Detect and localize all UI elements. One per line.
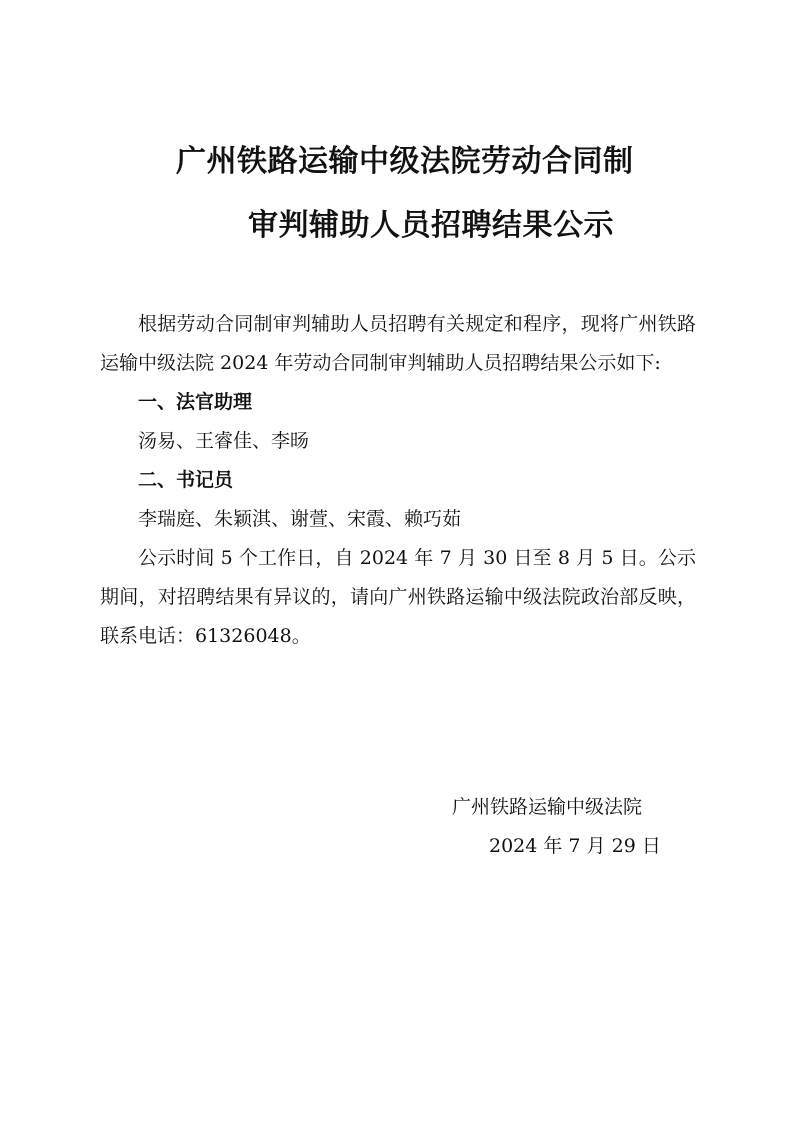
section-heading-judge-assistant: 一、法官助理 [138,391,253,413]
signature-organization: 广州铁路运输中级法院 [452,796,643,818]
notice-paragraph: 公示时间 5 个工作日，自 2024 年 7 月 30 日至 8 月 5 日。公示期间，对招聘结果有异议的，请向广州铁路运输中级法院政治部反映，联系电话：61326048。 [100,547,696,647]
intro-paragraph: 根据劳动合同制审判辅助人员招聘有关规定和程序，现将广州铁路运输中级法院 2024 年劳动合同制审判辅助人员招聘结果公示如下: [100,313,696,374]
signature-date: 2024 年 7 月 29 日 [489,835,661,857]
document-title-line-2: 审判辅助人员招聘结果公示 [248,208,614,243]
section-names-judge-assistant: 汤易、王睿佳、李旸 [138,430,310,452]
section-names-clerk: 李瑞庭、朱颖淇、谢萱、宋霞、赖巧茹 [138,508,462,530]
signature-block [452,788,661,866]
document-body [100,300,696,656]
document-title-line-1: 广州铁路运输中级法院劳动合同制 [176,144,634,179]
section-heading-clerk: 二、书记员 [138,469,234,491]
